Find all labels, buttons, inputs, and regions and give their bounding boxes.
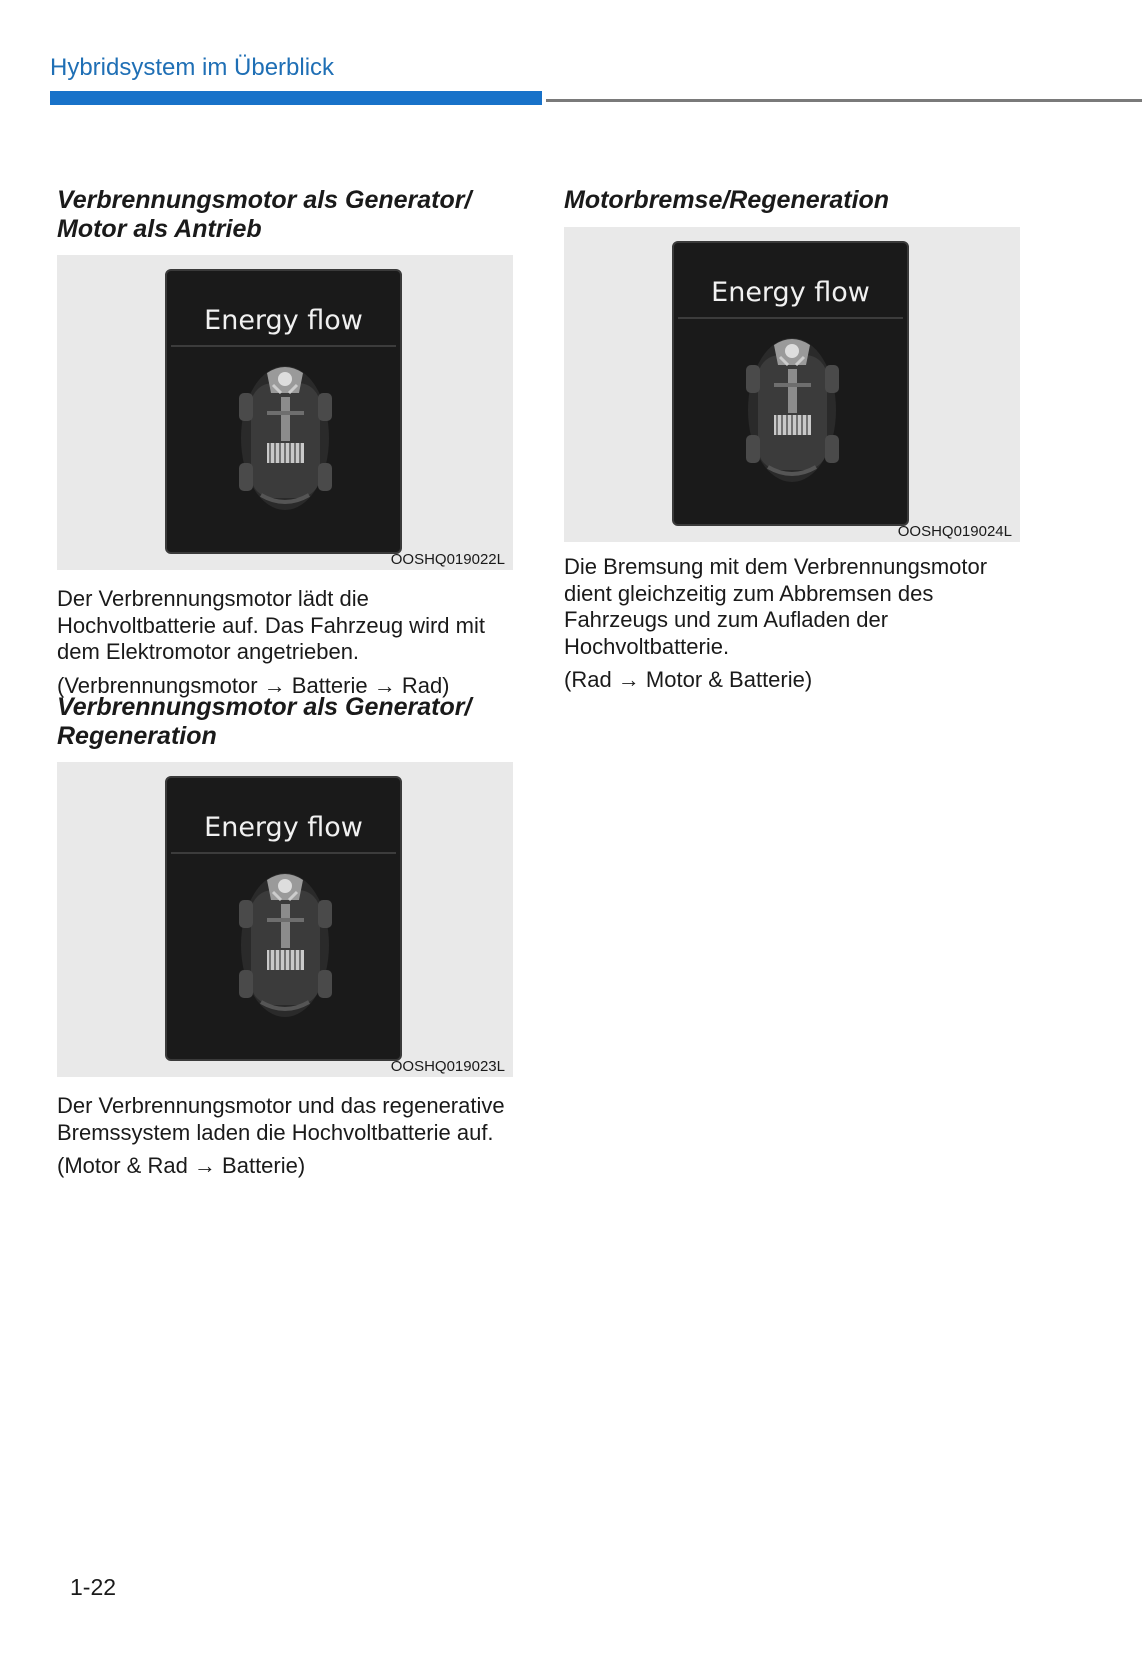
section-title [564, 186, 1020, 215]
display-divider [171, 345, 396, 347]
section-title-line: Motorbremse/Regeneration [564, 186, 890, 214]
car-topview-icon [237, 870, 334, 1020]
page-number: 1-22 [70, 1574, 117, 1600]
section-engine-generator-regeneration [57, 693, 513, 1179]
header-accent-bar [50, 91, 542, 105]
figure-code: OOSHQ019024L [897, 523, 1012, 540]
energy-flow-display [165, 269, 402, 554]
section-title-line: Motor als Antrieb [57, 215, 262, 243]
section-title-line: Verbrennungsmotor als Generator/ [57, 693, 472, 721]
energy-flow-display [672, 241, 909, 526]
car-topview-icon [744, 335, 841, 485]
section-title-line: Verbrennungsmotor als Generator/ [57, 186, 472, 214]
section-engine-generator-motor-drive [57, 186, 513, 699]
energy-flow-title: Energy flow [711, 277, 870, 308]
energy-flow-path: (Motor & Rad → Batterie) [57, 1153, 306, 1178]
section-description: Der Verbrennungsmotor und das regenerative Bremssystem laden die Hochvoltbatterie auf. [57, 1093, 505, 1145]
energy-flow-title: Energy flow [204, 305, 363, 336]
section-title [57, 186, 513, 244]
section-description: Die Bremsung mit dem Verbrennungsmotor dient gleichzeitig zum Abbremsen des Fahrzeugs und zum Aufladen der Hochvoltbatterie. [564, 554, 988, 659]
section-description: Der Verbrennungsmotor lädt die Hochvoltbatterie auf. Das Fahrzeug wird mit dem Elektromotor angetrieben. [57, 586, 485, 664]
section-title [57, 693, 513, 751]
page-header-title: Hybridsystem im Überblick [50, 54, 335, 81]
energy-flow-figure [564, 227, 1020, 542]
section-title-line: Regeneration [57, 722, 217, 750]
energy-flow-path: (Verbrennungsmotor → Batterie → Rad) [57, 672, 450, 698]
figure-code: OOSHQ019023L [390, 1058, 505, 1075]
energy-flow-figure [57, 255, 513, 570]
car-topview-icon [237, 363, 334, 513]
header-divider-line [546, 99, 1142, 102]
display-divider [171, 852, 396, 854]
figure-code: OOSHQ019022L [390, 551, 505, 568]
energy-flow-path: (Rad → Motor & Batterie) [564, 667, 813, 692]
display-divider [678, 317, 903, 319]
energy-flow-title: Energy flow [204, 812, 363, 843]
energy-flow-display [165, 776, 402, 1061]
energy-flow-figure [57, 762, 513, 1077]
section-engine-brake-regeneration [564, 186, 1020, 693]
